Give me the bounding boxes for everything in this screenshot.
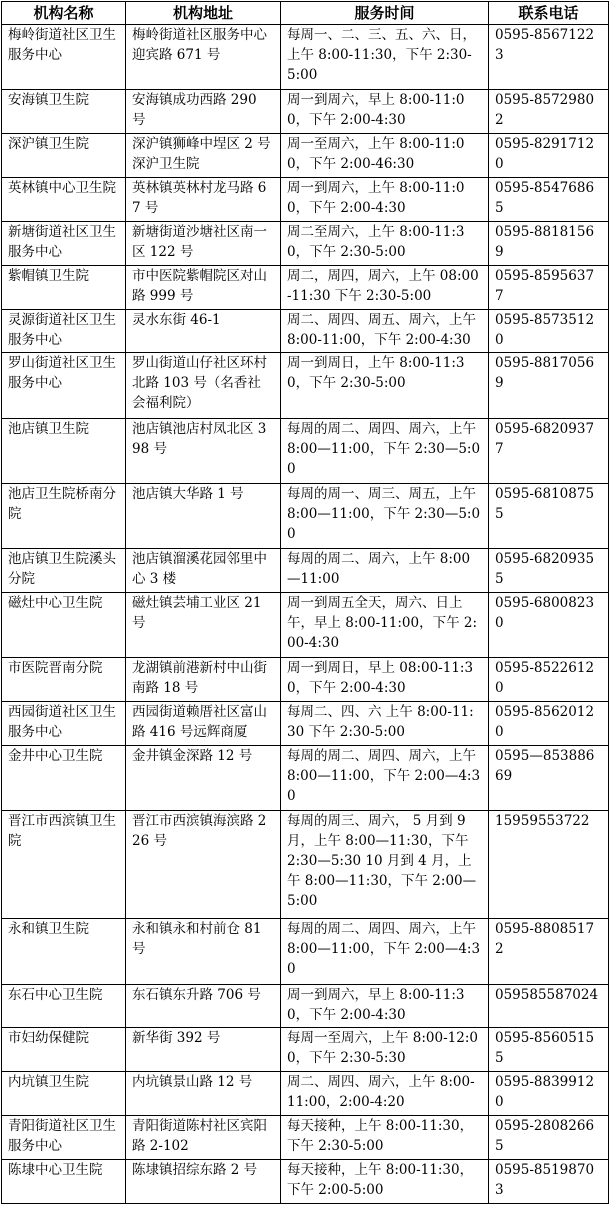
table-row — [2, 984, 609, 1028]
institution-name-cell: 陈埭中心卫生院 — [2, 1159, 126, 1203]
service-hours-cell: 周二，周四，周六，上午 08:00-11:30 下午 2:30-5:00 — [281, 265, 489, 309]
institution-address-cell: 东石镇东升路 706 号 — [126, 984, 281, 1028]
institution-name-cell: 市医院晋南分院 — [2, 658, 126, 702]
table-row — [2, 90, 609, 134]
clinic-table-body — [2, 25, 609, 1204]
institution-address-cell: 罗山街道山仔社区环村北路 103 号（名香社会福利院） — [126, 353, 281, 418]
service-hours-cell: 周一到周日，上午 8:00-11:30，下午 2:30-5:00 — [281, 353, 489, 418]
institution-name-cell: 英林镇中心卫生院 — [2, 177, 126, 221]
service-hours-cell: 每天接种，上午 8:00-11:30，下午 2:30-5:00 — [281, 1116, 489, 1160]
contact-phone-cell: 0595-85198703 — [489, 1159, 609, 1203]
institution-name-cell: 永和镇卫生院 — [2, 919, 126, 984]
table-row — [2, 221, 609, 265]
institution-address-cell: 新塘街道沙塘社区南一区 122 号 — [126, 221, 281, 265]
service-hours-cell: 每天接种，上午 8:00-11:30，下午 2:00-5:00 — [281, 1159, 489, 1203]
institution-name-cell: 内坑镇卫生院 — [2, 1072, 126, 1116]
service-hours-cell: 每周二、四、六 上午 8:00-11:30 下午 2:30-5:00 — [281, 702, 489, 746]
institution-address-cell: 西园街道赖厝社区富山路 416 号远辉商厦 — [126, 702, 281, 746]
contact-phone-cell: 0595-85735120 — [489, 309, 609, 353]
institution-name-cell: 池店卫生院桥南分院 — [2, 483, 126, 548]
contact-phone-cell: 0595-88170569 — [489, 353, 609, 418]
contact-phone-cell: 0595-85729802 — [489, 90, 609, 134]
institution-name-cell: 深沪镇卫生院 — [2, 134, 126, 178]
service-hours-cell: 周一到周日，早上 08:00-11:30，下午 2:00-4:30 — [281, 658, 489, 702]
service-hours-cell: 周一到周六，上午 8:00-11:00，下午 2:00-4:30 — [281, 177, 489, 221]
table-row — [2, 483, 609, 548]
table-row — [2, 1159, 609, 1203]
table-row — [2, 1116, 609, 1160]
service-hours-cell: 每周的周二、周六，上午 8:00—11:00 — [281, 549, 489, 593]
service-hours-cell: 每周的周二、周四、周六，上午 8:00—11:00，下午 2:30—5:00 — [281, 418, 489, 483]
table-row — [2, 134, 609, 178]
contact-phone-cell: 0595-28082665 — [489, 1116, 609, 1160]
service-hours-cell: 周一到周五全天，周六、日上午，早上 8:00-11:00，下午 2:00-4:30 — [281, 593, 489, 658]
institution-address-cell: 梅岭街道社区服务中心迎宾路 671 号 — [126, 25, 281, 90]
institution-address-cell: 英林镇英林村龙马路 67 号 — [126, 177, 281, 221]
table-row — [2, 418, 609, 483]
table-row — [2, 658, 609, 702]
contact-phone-cell: 0595-85476865 — [489, 177, 609, 221]
institution-name-cell: 新塘街道社区卫生服务中心 — [2, 221, 126, 265]
service-hours-cell: 周一至周六，上午 8:00-11:00，下午 2:00-46:30 — [281, 134, 489, 178]
service-hours-cell: 周二至周六，上午 8:00-11:30，下午 2:30-5:00 — [281, 221, 489, 265]
institution-address-cell: 池店镇大华路 1 号 — [126, 483, 281, 548]
contact-phone-cell: 059585587024 — [489, 984, 609, 1028]
header-institution-name: 机构名称 — [2, 2, 126, 25]
table-row — [2, 265, 609, 309]
table-row — [2, 811, 609, 919]
contact-phone-cell: 0595-85956377 — [489, 265, 609, 309]
institution-name-cell: 安海镇卫生院 — [2, 90, 126, 134]
institution-address-cell: 陈埭镇招综东路 2 号 — [126, 1159, 281, 1203]
table-row — [2, 593, 609, 658]
institution-name-cell: 市妇幼保健院 — [2, 1028, 126, 1072]
institution-address-cell: 晋江市西滨镇海滨路 226 号 — [126, 811, 281, 919]
contact-phone-cell: 0595-68108755 — [489, 483, 609, 548]
contact-phone-cell: 0595-68209377 — [489, 418, 609, 483]
service-hours-cell: 周一到周六，早上 8:00-11:30，下午 2:00-4:30 — [281, 984, 489, 1028]
table-header-row — [2, 2, 609, 25]
institution-address-cell: 深沪镇狮峰中埕区 2 号深沪卫生院 — [126, 134, 281, 178]
service-hours-cell: 每周的周一、周三、周五，上午 8:00—11:00，下午 2:30—5:00 — [281, 483, 489, 548]
institution-address-cell: 青阳街道陈村社区宾阳路 2-102 — [126, 1116, 281, 1160]
table-row — [2, 353, 609, 418]
institution-name-cell: 梅岭街道社区卫生服务中心 — [2, 25, 126, 90]
institution-name-cell: 紫帽镇卫生院 — [2, 265, 126, 309]
service-hours-cell: 周一到周六，早上 8:00-11:00，下午 2:00-4:30 — [281, 90, 489, 134]
service-hours-cell: 每周的周二、周四、周六，上午 8:00—11:00，下午 2:00—4:30 — [281, 919, 489, 984]
institution-address-cell: 新华街 392 号 — [126, 1028, 281, 1072]
contact-phone-cell: 0595-85605155 — [489, 1028, 609, 1072]
institution-name-cell: 罗山街道社区卫生服务中心 — [2, 353, 126, 418]
institution-address-cell: 灵水东街 46-1 — [126, 309, 281, 353]
service-hours-cell: 周二、周四、周五、周六，上午 8:00-11:00，下午 2:00-4:30 — [281, 309, 489, 353]
table-row — [2, 1072, 609, 1116]
header-contact-phone: 联系电话 — [489, 2, 609, 25]
table-row — [2, 702, 609, 746]
institution-address-cell: 龙湖镇前港新村中山街南路 18 号 — [126, 658, 281, 702]
institution-address-cell: 池店镇池店村凤北区 398 号 — [126, 418, 281, 483]
institution-address-cell: 池店镇溜溪花园邻里中心 3 楼 — [126, 549, 281, 593]
institution-address-cell: 内坑镇景山路 12 号 — [126, 1072, 281, 1116]
institution-name-cell: 池店镇卫生院 — [2, 418, 126, 483]
contact-phone-cell: 0595-85620120 — [489, 702, 609, 746]
header-service-hours: 服务时间 — [281, 2, 489, 25]
contact-phone-cell: 0595-68008230 — [489, 593, 609, 658]
service-hours-cell: 每周的周二、周四、周六，上午 8:00—11:00，下午 2:00—4:30 — [281, 745, 489, 810]
table-row — [2, 25, 609, 90]
institution-address-cell: 安海镇成功西路 290 号 — [126, 90, 281, 134]
service-hours-cell: 每周的周三、周六， 5 月到 9 月，上午 8:00—11:30，下午 2:30—5:30 10 月到 4 月，上午 8:00—11:30，下午 2:00—5:00 — [281, 811, 489, 919]
institution-name-cell: 晋江市西滨镇卫生院 — [2, 811, 126, 919]
institution-name-cell: 西园街道社区卫生服务中心 — [2, 702, 126, 746]
contact-phone-cell: 0595-68209355 — [489, 549, 609, 593]
contact-phone-cell: 0595-88085172 — [489, 919, 609, 984]
institution-name-cell: 磁灶中心卫生院 — [2, 593, 126, 658]
table-row — [2, 549, 609, 593]
institution-name-cell: 青阳街道社区卫生服务中心 — [2, 1116, 126, 1160]
header-institution-address: 机构地址 — [126, 2, 281, 25]
institution-name-cell: 金井中心卫生院 — [2, 745, 126, 810]
institution-address-cell: 市中医院紫帽院区对山路 999 号 — [126, 265, 281, 309]
table-row — [2, 177, 609, 221]
contact-phone-cell: 0595-85671223 — [489, 25, 609, 90]
clinic-table — [1, 1, 609, 1204]
table-row — [2, 309, 609, 353]
service-hours-cell: 每周一、二、三、五、六、日，上午 8:00-11:30，下午 2:30-5:00 — [281, 25, 489, 90]
institution-address-cell: 磁灶镇芸埔工业区 21 号 — [126, 593, 281, 658]
contact-phone-cell: 15959553722 — [489, 811, 609, 919]
contact-phone-cell: 0595-88399120 — [489, 1072, 609, 1116]
institution-name-cell: 灵源街道社区卫生服务中心 — [2, 309, 126, 353]
contact-phone-cell: 0595-88181569 — [489, 221, 609, 265]
contact-phone-cell: 0595-85226120 — [489, 658, 609, 702]
institution-address-cell: 金井镇金深路 12 号 — [126, 745, 281, 810]
institution-address-cell: 永和镇永和村前仓 81 号 — [126, 919, 281, 984]
table-row — [2, 745, 609, 810]
service-hours-cell: 周二、周四、周六，上午 8:00-11:00，2:00-4:20 — [281, 1072, 489, 1116]
institution-name-cell: 池店镇卫生院溪头分院 — [2, 549, 126, 593]
institution-name-cell: 东石中心卫生院 — [2, 984, 126, 1028]
table-row — [2, 1028, 609, 1072]
contact-phone-cell: 0595—85388669 — [489, 745, 609, 810]
service-hours-cell: 每周一至周六，上午 8:00-12:00，下午 2:30-5:30 — [281, 1028, 489, 1072]
table-row — [2, 919, 609, 984]
contact-phone-cell: 0595-82917120 — [489, 134, 609, 178]
